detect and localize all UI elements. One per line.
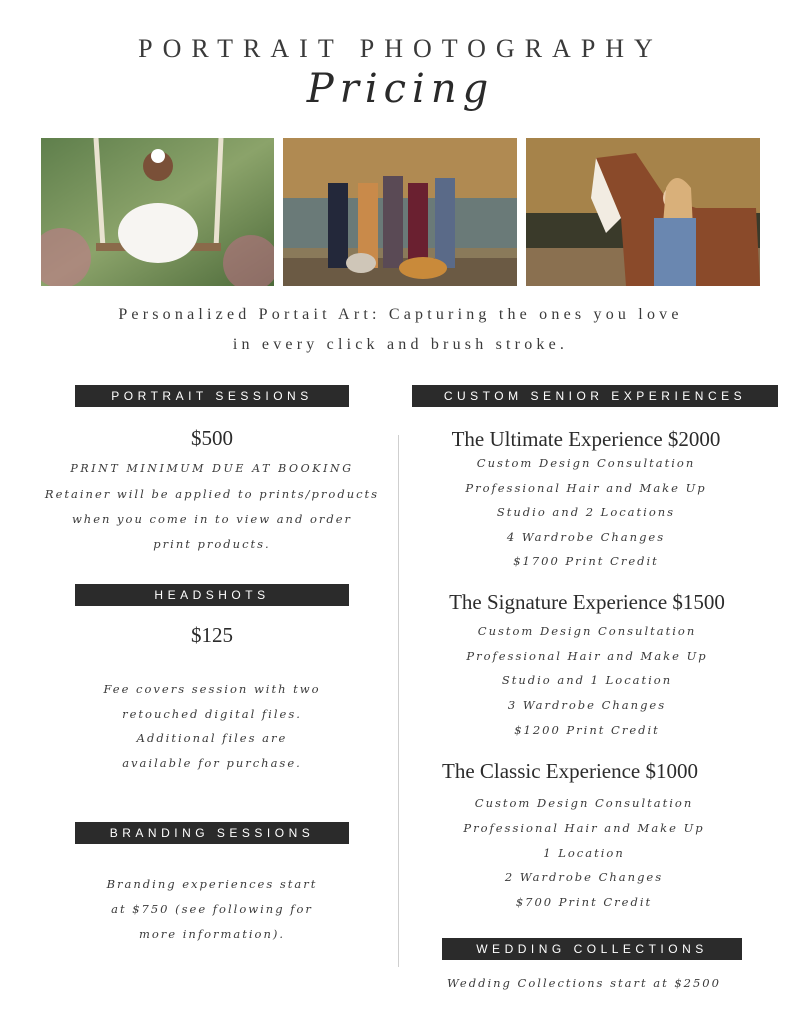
- classic-experience-title: The Classic Experience $1000: [442, 759, 698, 783]
- signature-item: Studio and 1 Location: [501, 673, 673, 687]
- classic-item: Professional Hair and Make Up: [463, 821, 705, 835]
- signature-experience-title: The Signature Experience $1500: [449, 590, 725, 614]
- portrait-line-1: PRINT MINIMUM DUE AT BOOKING: [70, 462, 354, 475]
- classic-item: 2 Wardrobe Changes: [504, 870, 664, 884]
- ultimate-item: Professional Hair and Make Up: [465, 481, 707, 495]
- headshots-line-2: retouched digital files.: [122, 707, 302, 721]
- photo-family-dogs: [283, 138, 517, 286]
- signature-item: 3 Wardrobe Changes: [507, 698, 667, 712]
- portrait-line-2: Retainer will be applied to prints/products: [44, 487, 380, 501]
- ultimate-item: $1700 Print Credit: [513, 554, 659, 568]
- page-title: PORTRAIT PHOTOGRAPHY: [138, 34, 663, 63]
- headshots-line-3: Additional files are: [136, 731, 288, 745]
- column-divider: [398, 435, 399, 967]
- ultimate-item: Studio and 2 Locations: [496, 505, 676, 519]
- photo-baby-swing: [41, 138, 274, 286]
- headshots-price: $125: [191, 623, 233, 647]
- headshots-line-4: available for purchase.: [122, 756, 302, 770]
- script-subtitle: Pricing: [306, 66, 495, 112]
- wedding-collections-text: Wedding Collections start at $2500: [447, 976, 721, 990]
- branding-line-3: more information).: [138, 927, 286, 941]
- branding-line-1: Branding experiences start: [106, 877, 318, 891]
- classic-item: $700 Print Credit: [515, 895, 653, 909]
- photo-girl-horse: [526, 138, 760, 286]
- portrait-price: $500: [191, 426, 233, 450]
- branding-line-2: at $750 (see following for: [111, 902, 313, 916]
- tagline-line1: Personalized Portait Art: Capturing the ones you love: [118, 306, 683, 323]
- wedding-collections-heading: WEDDING COLLECTIONS: [442, 938, 742, 960]
- signature-item: $1200 Print Credit: [514, 723, 660, 737]
- portrait-sessions-heading: PORTRAIT SESSIONS: [75, 385, 349, 407]
- portrait-line-3: when you come in to view and order: [71, 512, 353, 526]
- headshots-heading: HEADSHOTS: [75, 584, 349, 606]
- classic-item: Custom Design Consultation: [474, 796, 694, 810]
- ultimate-item: Custom Design Consultation: [476, 456, 696, 470]
- ultimate-experience-title: The Ultimate Experience $2000: [451, 427, 721, 451]
- portrait-line-4: print products.: [153, 537, 271, 551]
- signature-item: Custom Design Consultation: [477, 624, 697, 638]
- custom-senior-heading: CUSTOM SENIOR EXPERIENCES: [412, 385, 778, 407]
- branding-sessions-heading: BRANDING SESSIONS: [75, 822, 349, 844]
- tagline-line2: in every click and brush stroke.: [232, 336, 569, 353]
- headshots-line-1: Fee covers session with two: [103, 682, 321, 696]
- classic-item: 1 Location: [543, 846, 625, 860]
- signature-item: Professional Hair and Make Up: [466, 649, 708, 663]
- ultimate-item: 4 Wardrobe Changes: [506, 530, 666, 544]
